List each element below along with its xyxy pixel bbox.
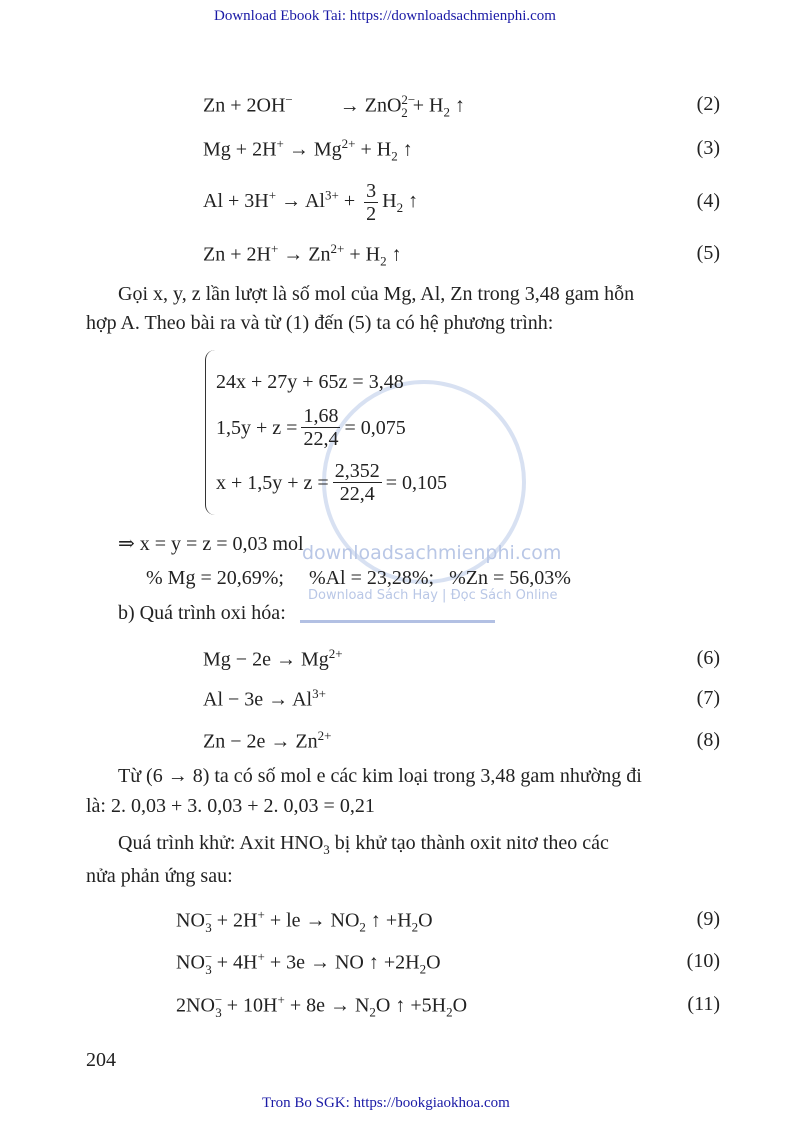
system-brace [205,350,216,515]
watermark-underline [300,620,495,623]
equation-number: (4) [696,190,720,212]
paragraph-line: Từ (6 → 8) ta có số mol e các kim loại trong 3,48 gam nhường đi [118,765,642,787]
paragraph-line: nửa phản ứng sau: [86,865,233,887]
system-eq-3: x + 1,5y + z = $\frac{2,352}{22,4}$ = 0,105 [216,460,447,505]
paragraph-line: Quá trình khử: Axit $HNO_3$ bị khử tạo thành oxit nitơ theo các [118,832,609,857]
paragraph-line: là: 2. 0,03 + 3. 0,03 + 2. 0,03 = 0,21 [86,795,375,817]
result-line: ⇒ x = y = z = 0,03 mol [118,533,304,555]
reaction-3: $Mg + 2H^+ \to Mg^{2+} + H_2$ ↑ [203,136,413,164]
reaction-2: $Zn + 2OH^- \to ZnO^{2-}_2 + H_2$ ↑ [203,92,465,120]
watermark-text: downloadsachmienphi.com [302,542,562,564]
oxidation-6: $Mg - 2e \to Mg^{2+}$ [203,646,343,671]
header-link[interactable]: Download Ebook Tai: https://downloadsachmienphi.com [214,8,556,24]
watermark-subtext: Download Sách Hay | Đọc Sách Online [308,588,558,603]
system-eq-2: 1,5y + z = $\frac{1,68}{22,4}$ = 0,075 [216,405,406,450]
reduction-9: $NO^-_3 + 2H^+$ + le → $NO_2$ ↑ $+H_2O$ [176,907,433,935]
footer-link[interactable]: Tron Bo SGK: https://bookgiaokhoa.com [262,1095,510,1111]
paragraph-line: Gọi x, y, z lần lượt là số mol của Mg, Al, Zn trong 3,48 gam hỗn [118,283,635,305]
equation-number: (6) [696,647,720,669]
equation-number: (8) [696,729,720,751]
reduction-10: $NO^-_3 + 4H^+ + 3e$ → NO ↑ $+2H_2O$ [176,949,441,977]
equation-number: (3) [696,137,720,159]
percent-line: % Mg = 20,69%; %Al = 23,28%; %Zn = 56,03% [146,567,571,589]
equation-number: (2) [696,93,720,115]
oxidation-7: $Al - 3e \to Al^{3+}$ [203,686,326,711]
equation-number: (11) [687,993,720,1015]
reaction-5: $Zn + 2H^+ \to Zn^{2+} + H_2$ ↑ [203,241,402,269]
reduction-11: $2NO^-_3 + 10H^+ + 8e \to N_2O$ ↑ $+5H_2O$ [176,992,468,1020]
system-eq-1: 24x + 27y + 65z = 3,48 [216,371,404,393]
page-number: 204 [86,1049,116,1071]
equation-number: (5) [696,242,720,264]
equation-number: (7) [696,687,720,709]
paragraph-line: hợp A. Theo bài ra và từ (1) đến (5) ta có hệ phương trình: [86,312,554,334]
reaction-4: $Al + 3H^+ \to Al^{3+}$ + $\frac{3}{2}$ $H_2$ ↑ [203,180,419,225]
oxidation-8: $Zn - 2e \to Zn^{2+}$ [203,728,332,753]
section-title: b) Quá trình oxi hóa: [118,602,286,624]
equation-number: (10) [686,950,720,972]
equation-number: (9) [696,908,720,930]
